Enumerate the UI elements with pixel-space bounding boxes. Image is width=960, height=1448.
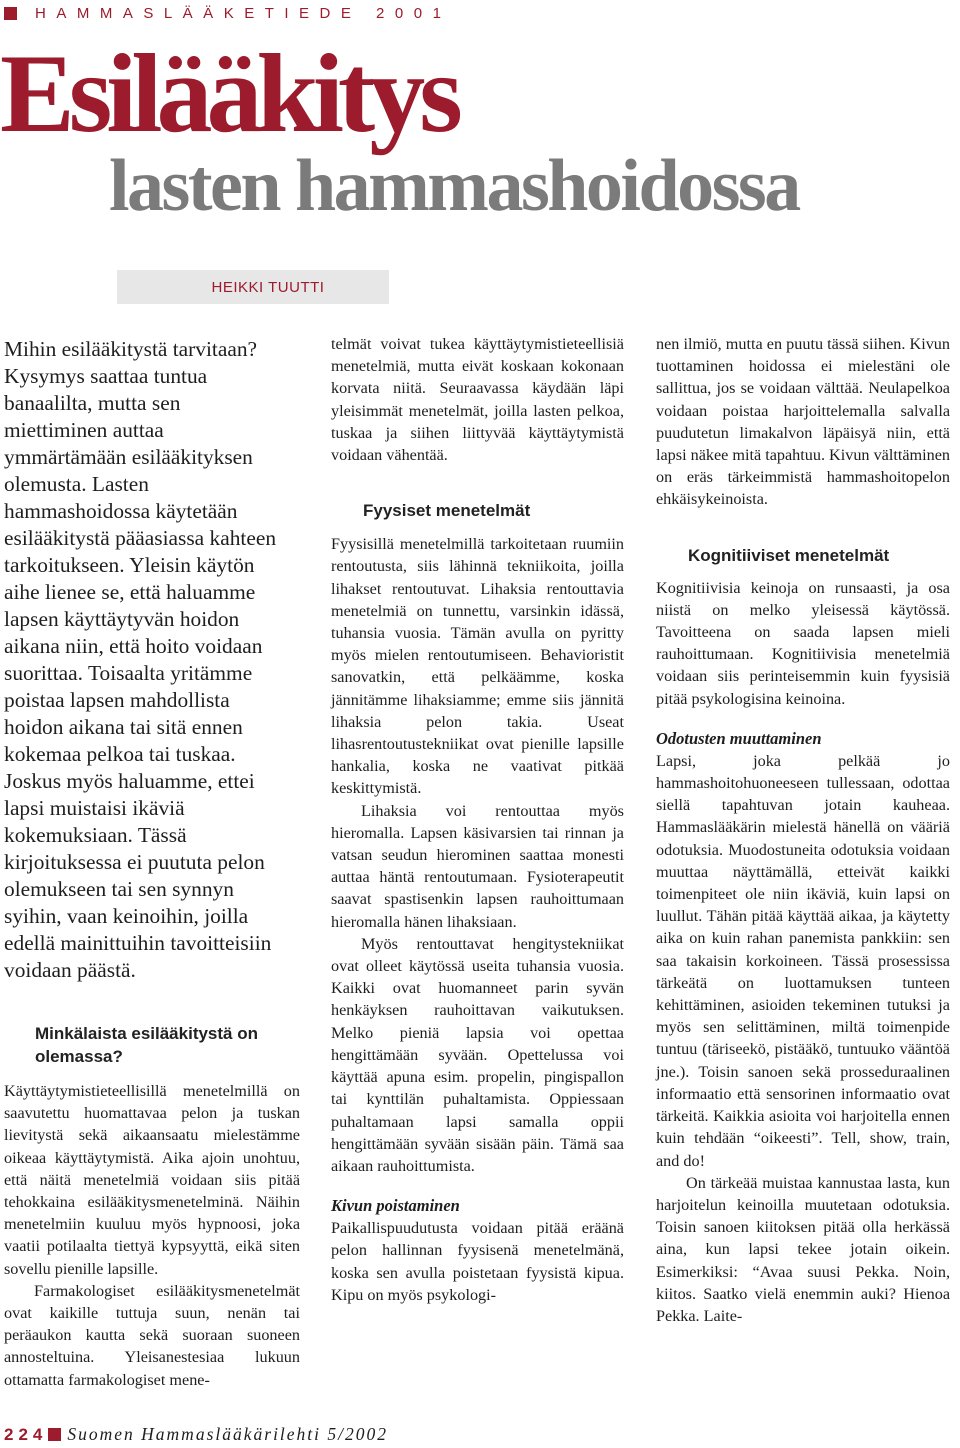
lead-line: ymmärtämään esilääkityksen xyxy=(4,445,253,469)
lead-line: kokemuksiaan. Tässä xyxy=(4,823,187,847)
col2-paragraph-3: Lihaksia voi rentouttaa myös hieromalla. Lapsen käsivarsien tai rinnan ja vatsan seudun hierominen saattaa monesti auttaa häntä rentoutumaan. Fysioterapeutit saavat spastisenkin lapsen rauhoittumaan hieromalla hänen lihaksiaan. xyxy=(331,801,624,931)
section-square-icon xyxy=(4,7,17,20)
lead-line: Mihin esilääkitystä tarvitaan? xyxy=(4,337,258,361)
lead-line: lapsen käyttäytyvän hoidon xyxy=(4,607,240,631)
col1-paragraph-2: Farmakologiset esilääkitysmenetelmät ovat kaikille tuttuja suun, nenän tai peräaukon kautta sekä suoraan suoneen annosteltuina. Yleisanestesiaa lukuun ottamatta farmakologiset mene- xyxy=(4,1281,300,1389)
heading-kognitiiviset: Kognitiiviset menetelmät xyxy=(688,545,890,565)
lead-line: banaalilta, mutta sen xyxy=(4,391,181,415)
author-name: HEIKKI TUUTTI xyxy=(211,278,325,296)
lead-line: kirjoituksessa ei puututa pelon xyxy=(4,850,265,874)
heading-fyysiset: Fyysiset menetelmät xyxy=(363,501,531,521)
lead-line: Joskus myös haluamme, ettei xyxy=(4,769,255,793)
lead-line: hammashoidossa käytetään xyxy=(4,499,238,523)
article-subtitle: lasten hammashoidossa xyxy=(109,145,799,227)
lead-line: olemukseen tai sen synnyn xyxy=(4,877,234,901)
lead-line: suorittaa. Toisaalta yritämme xyxy=(4,661,253,685)
journal-name: Suomen Hammaslääkärilehti 5/2002 xyxy=(67,1424,389,1444)
col3-paragraph-4: On tärkeää muistaa kannustaa lasta, kun harjoitelun keinoilla muutetaan odotuksia. Toisin sanoen kiitoksen pitää olla herkässä aina, kun lapsi tekee jotain oikein. Esimerkiksi: “Avaa suusi Pekka. Noin, kiitos. Saatko vielä enemmin auki? Hienoa Pekka. Laite- xyxy=(656,1173,950,1325)
lead-line: edellä mainittuihin tavoitteisiin xyxy=(4,931,272,955)
col1-paragraph-1: Käyttäytymistieteellisillä menetelmillä on saavutettu huomattavaa pelon ja tuskan lievitystä sekä aikaansaatu mielestämme oikeaa käyttäytymistä. Aika ajoin unohtuu, että näitä menetelmiä voidaan siis pitää tehokkaina esilääkitysmenetelminä. Näihin menetelmiin kuuluu myös hypnoosi, joka vaatii potilaalta tiettyä kypsyyttä, eikä siten sovellu pienille lapsille. xyxy=(4,1082,300,1278)
footer-square-icon xyxy=(48,1428,61,1441)
section-header xyxy=(4,3,451,23)
col2-paragraph-1: telmät voivat tukea käyttäytymistieteellisiä menetelmiä, mutta eivät koskaan kokonaan korvata niitä. Seuraavassa käydään läpi yleisimmät menetelmät, joilla lasten pelkoa, tuskaa ja siihen liittyvää käyttäytymistä voidaan vähentää. xyxy=(331,335,624,465)
page-number: 224 xyxy=(4,1424,48,1444)
article-title: Esilääkitys xyxy=(0,32,457,156)
lead-line: esilääkitystä pääasiassa kahteen xyxy=(4,526,277,550)
col3-paragraph-2: Kognitiivisia keinoja on runsaasti, ja osa niistä on melko yleisessä käytössä. Tavoitteena on saada lapsen mieli rauhoittumaan. Kognitiivisia menetelmiä voidaan siis perinteisemmin kuin fyysisiä pitää psykologisina keinoina. xyxy=(656,578,950,708)
lead-line: kokemaa pelkoa tai tuskaa. xyxy=(4,742,236,766)
col2-paragraph-5: Paikallispuudutusta voidaan pitää eräänä pelon hallinnan fyysisenä menetelmänä, koska sen avulla poistetaan fyysistä kipua. Kipu on myös psykologi- xyxy=(331,1219,624,1304)
lead-line: aikana niin, että hoito voidaan xyxy=(4,634,263,658)
heading-esilaakitys-types: Minkälaista esilääkitystä on olemassa? xyxy=(35,1024,258,1066)
heading-odotusten-muuttaminen: Odotusten muuttaminen xyxy=(656,728,822,748)
col3-paragraph-3: Lapsi, joka pelkää jo hammashoitohuoneeseen tullessaan, odottaa siellä tapahtuvan jotain kauheaa. Hammaslääkärin mielestä hänellä on vääriä odotuksia. Muodostuneita odotuksia voidaan muuttaa näyttämällä, etteivät kaikki toimenpiteet ole niin ikäviä, kuin lapsi on luullut. Tähän pitää käyttää aikaa, ja käytetty aika on kuin rahan panemista pankkiin: sen saa takaisin korkoineen. Tässä prosessissa tärkeätä on luottamuksen tunteen kehittäminen, asioiden tekeminen tutuksi ja myös sen selittäminen, miltä toimenpide tuntuu (täriseekö, pistääkö, tuntuuko vääntöä jne.). Toisin sanoen sekä prosseduraalinen informaatio että sensorinen informaatio ovat tärkeitä. Kaikkia asioita voi harjoitella ennen kuin tehdään “oikeesti”. Tell, show, train, and do! xyxy=(656,751,950,1170)
lead-paragraph xyxy=(4,336,300,984)
lead-line: poistaa lapsen mahdollista xyxy=(4,688,230,712)
lead-line: miettiminen auttaa xyxy=(4,418,164,442)
section-label: HAMMASLÄÄKETIEDE 2001 xyxy=(35,4,452,22)
col2-paragraph-4: Myös rentouttavat hengitystekniikat ovat olleet käytössä useita tuhansia vuosia. Kaikki ovat huomanneet parin syvän henkäyksen rauhoittavan vaikutuksen. Melko pieniä lapsia voi opettaa hengittämään syvään. Opettelussa voi käyttää apuna esim. propelin, pingispallon tai kynttilän puhaltamista. Oppiessaan puhaltamaan lapsi samalla oppii hengittämään syvään sisään päin. Tämä saa aikaan rauhoittumista. xyxy=(331,934,624,1175)
lead-line: syihin, vaan keinoihin, joilla xyxy=(4,904,249,928)
lead-line: lapsi muistaisi ikäviä xyxy=(4,796,185,820)
heading-kivun-poistaminen: Kivun poistaminen xyxy=(331,1196,460,1216)
page-footer xyxy=(4,1424,388,1445)
col3-paragraph-1: nen ilmiö, mutta en puutu tässä siihen. Kivun tuottaminen hoidossa ei mielestäni ole sallittua, jos se voidaan välttää. Neulapelkoa voidaan poistaa harjoittelemalla salvalla puudutetun limakalvon läpäisyä niin, että lapsi näkee mitä tapahtuu. Kivun välttäminen on eräs tärkeimmistä hammashoitopelon ehkäisykeinoista. xyxy=(656,335,950,509)
col2-paragraph-2: Fyysisillä menetelmillä tarkoitetaan ruumiin rentoutusta, siis lähinnä tekniikoita, joilla lihakset rentoutuvat. Lihaksia rentouttavia menetelmiä on tunnettu, varsinkin idässä, tuhansia vuosia. Tämän avulla on pyritty myös mielen rentoutumiseen. Behavioristit sanovatkin, että pelkäämme, koska jännitämme lihaksiamme; emme siis jännitä lihaksia pelon takia. Useat lihasrentoutustekniikat ovat pienille lapsille hankalia, koska ne vaativat pitkää keskittymistä. xyxy=(331,535,624,798)
lead-line: olemusta. Lasten xyxy=(4,472,149,496)
lead-line: aihe lienee se, että haluamme xyxy=(4,580,256,604)
lead-line: hoidon aikana tai sitä ennen xyxy=(4,715,243,739)
column-2 xyxy=(331,333,624,1306)
author-box xyxy=(117,270,389,304)
column-1 xyxy=(4,336,300,1391)
lead-line: Kysymys saattaa tuntua xyxy=(4,364,208,388)
column-3 xyxy=(656,333,950,1327)
lead-line: voidaan päästä. xyxy=(4,958,136,982)
lead-line: tarkoitukseen. Yleisin käytön xyxy=(4,553,255,577)
